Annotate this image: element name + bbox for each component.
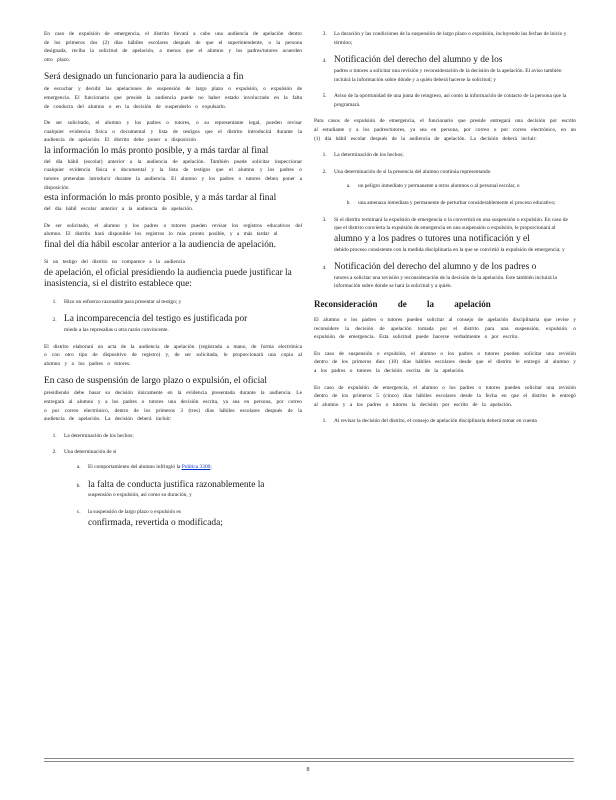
conversion-text-b: debido proceso consistente con la medida disciplinaria en la que se convirtió la expulsión de emergencia; y xyxy=(334,246,565,253)
misconduct-text: suspensión o expulsión, así como su duración, y xyxy=(88,492,192,499)
determination-text: Una determinación de si xyxy=(64,449,117,456)
paragraph-records-review xyxy=(44,222,302,251)
heading-hearing-officer: Será designado un funcionario para la audiencia a fin xyxy=(44,72,244,83)
list-item xyxy=(328,168,576,208)
misconduct-emphasis: b. la falta de conducta justifica razonablemente la xyxy=(88,479,265,490)
list-item xyxy=(58,448,302,528)
witness-emphasis: de apelación, el oficial presidiendo la audiencia puede justificar la inasistencia, si el distrito establece que: xyxy=(44,268,292,289)
paragraph-hearing-record: El distrito elaborará un acta de la audiencia de apelación (registrada a mano, de forma electrónica o con otro tipo de dispositivo de registro) y, de ser solicitada, le proporcionará una copia al alumno y a los padres o tutores. xyxy=(44,343,302,367)
records-text: De ser solicitado, el alumno y los padres o tutores pueden revisar los registros educativos del alumno. El distrito hará disponible los registros lo más pronto posible, y a más tardar al xyxy=(44,222,302,238)
right-column xyxy=(314,30,576,434)
list-item: 3. La duración y las condiciones de la suspensión de largo plazo o expulsión, incluyendo las fechas de inicio y término; xyxy=(328,30,576,47)
witness-condition-text: miedo a las represalias u otra razón convincente. xyxy=(64,327,169,334)
page-number: 8 xyxy=(306,767,310,773)
conversion-emphasis: alumno y a los padres o tutores una notificación y el xyxy=(334,233,530,244)
paragraph-emergency-hearing: En caso de expulsión de emergencia, el distrito llevará a cabo una audiencia de apelación dentro de los primeros dos (2) días hábiles escolares después de que el superintendente, o la persona designada, reciba la solicitud de apelación, a menos que el alumno y los padres/tutores acuerden otro plazo. xyxy=(44,31,302,63)
emergency-notice-text: tutores a solicitar una revisión y reconsideración de la decisión de la apelación. Este también incluirá la información sobre dónde se hará la solicitud y a quién. xyxy=(334,274,557,290)
paragraph-evidence-review xyxy=(44,119,302,213)
evidence-emphasis-2: esta información lo más pronto posible, y a más tardar al final xyxy=(44,193,277,204)
decision-contents-list xyxy=(44,432,302,529)
list-item: 1. La determinación de los hechos; xyxy=(58,432,302,441)
conversion-text-a: Si el distrito terminará la expulsión de emergencia o la convertirá en una suspensión o expulsión. En caso de que el distrito convierta la expulsión de emergencia en una suspensión o expulsión, le proporcionará al xyxy=(334,216,568,232)
paragraph-reconsideration-suspension: En caso de suspensión o expulsión, el alumno o los padres o tutores pueden solicitar una revisión dentro de los primeros diez (10) días hábiles escolares desde que el distrito le entregó al alumno y a los padres o tutores la decisión escrita de la apelación. xyxy=(314,350,576,375)
decision-contents-list-continued xyxy=(314,30,576,109)
heading-reconsideration: Reconsideración de la apelación xyxy=(314,299,491,310)
notice-rights-emphasis: 4. Notificación del derecho del alumno y de los xyxy=(334,55,503,66)
witness-condition-emphasis: 2. La incomparecencia del testigo es justificada por xyxy=(64,314,248,325)
emergency-decision-list xyxy=(314,151,576,291)
paragraph-witness xyxy=(44,258,302,289)
paragraph-reconsideration-emergency: En caso de expulsión de emergencia, el alumno o los padres o tutores pueden solicitar una revisión dentro de los primeros 5 (cinco) días hábiles escolares desde la fecha en que el distrito le entregó al alumno y a los padres o tutores la decisión por escrito de la apelación. xyxy=(314,384,576,408)
determination-sublist xyxy=(64,463,302,528)
danger-sublist xyxy=(334,182,576,207)
paragraph-emergency-decision: Para casos de expulsión de emergencia, el funcionario que preside entregará una decisión por escrito al estudiante y a los padres/tutores, ya sea en persona, por correo o por correo electrónico, en un (1) día hábil escolar después de la audiencia de apelación. La decisión deberá incluir: xyxy=(314,118,576,142)
policy-3300-link[interactable]: Política 3300 xyxy=(181,464,211,470)
policy-text-end: ; xyxy=(210,464,212,470)
paragraph-hearing-officer: de escuchar y decidir las apelaciones de suspensión de largo plazo o expulsión, o expulsión de emergencia. El funcionario que preside la audiencia puede no haber estado involucrado en la falta de conducta del alumno o en la decisión de suspenderlo o expulsarlo. xyxy=(44,86,302,110)
list-item xyxy=(82,463,302,472)
witness-conditions-list xyxy=(44,298,302,335)
danger-determination-text: Una determinación de si la presencia del alumno continúa representando xyxy=(334,168,491,175)
list-item: 1. La determinación de los hechos; xyxy=(328,151,576,160)
notice-rights-text: padres o tutores a solicitar una revisión y reconsideración de la decisión de la apelación. El aviso también incluirá la información sobre dónde y a quién deberá hacerse la solicitud; y xyxy=(334,67,562,83)
list-item: 5. Aviso de la oportunidad de una junta de reingreso, así como la información de contacto de la persona que la programará. xyxy=(328,92,576,109)
evidence-emphasis-1: la información lo más pronto posible, y a más tardar al final xyxy=(44,145,269,156)
list-item: b. una amenaza inmediata y permanente de perturbar considerablemente el proceso educativo; xyxy=(352,199,576,208)
outcome-emphasis: confirmada, revertida o modificada; xyxy=(88,517,223,528)
list-item: 1. Al revisar la decisión del distrito, el consejo de apelación disciplinaria deberá tomar en cuenta xyxy=(328,417,576,426)
footer-divider-bottom xyxy=(44,761,574,762)
left-column xyxy=(44,30,302,536)
heading-long-term-suspension: En caso de suspensión de largo plazo o expulsión, el oficial xyxy=(44,376,267,387)
list-item xyxy=(328,262,576,291)
list-item xyxy=(82,508,302,528)
outcome-text: la suspensión de largo plazo o expulsión es xyxy=(88,508,181,515)
list-item: a. un peligro inmediato y permanente a otros alumnos o al personal escolar, o xyxy=(352,182,576,191)
policy-text: El comportamiento del alumno infringió la xyxy=(88,464,181,470)
list-item: 1. Hizo un esfuerzo razonable para presentar al testigo; y xyxy=(58,298,302,307)
evidence-text-c: del día hábil escolar anterior a la audiencia de apelación. xyxy=(44,205,194,212)
paragraph-written-decision: presidiendo debe basar su decisión únicamente en la evidencia presentada durante la audiencia. Le entregará al alumno y a los padres o tutores una decisión escrita, ya sea en persona, por correo o por correo electrónico, dentro de los primeros 3 (tres) días hábiles escolares después de la audiencia de apelación. La decisión deberá incluir: xyxy=(44,390,302,423)
list-item xyxy=(82,480,302,500)
list-item xyxy=(328,216,576,255)
footer-divider-top xyxy=(44,758,574,759)
evidence-text-a: De ser solicitado, el alumno y los padres o tutores, o su representante legal, pueden revisar cualquier evidencia física o documental y lista de testigos que el distrito introducirá durante la audiencia de apelación. El distrito debe poner a disposición xyxy=(44,120,302,144)
witness-text: Si un testigo del distrito no comparece a la audiencia xyxy=(44,259,185,266)
list-item xyxy=(328,55,576,84)
reconsideration-list xyxy=(314,417,576,426)
emergency-notice-emphasis: 4. Notificación del derecho del alumno y de los padres o xyxy=(334,262,537,273)
list-item xyxy=(58,314,302,334)
evidence-text-b: del día hábil (escolar) anterior a la audiencia de apelación. También puede solicitar inspeccionar cualquier evidencia física o documental y la lista de testigos que el alumno y los padres o tutores pretendan introducir durante la audiencia. El alumno y los padres o tutores deben poner a disposición xyxy=(44,158,302,191)
records-emphasis: final del día hábil escolar anterior a la audiencia de apelación. xyxy=(44,239,276,250)
paragraph-reconsideration-request: El alumno o los padres o tutores pueden solicitar al consejo de apelación disciplinaria que revise y reconsidere la decisión de apelación tomada por el distrito para una suspensión, expulsión o expulsión de emergencia. Esta solicitud puede hacerse verbalmente o por escrito. xyxy=(314,317,576,341)
